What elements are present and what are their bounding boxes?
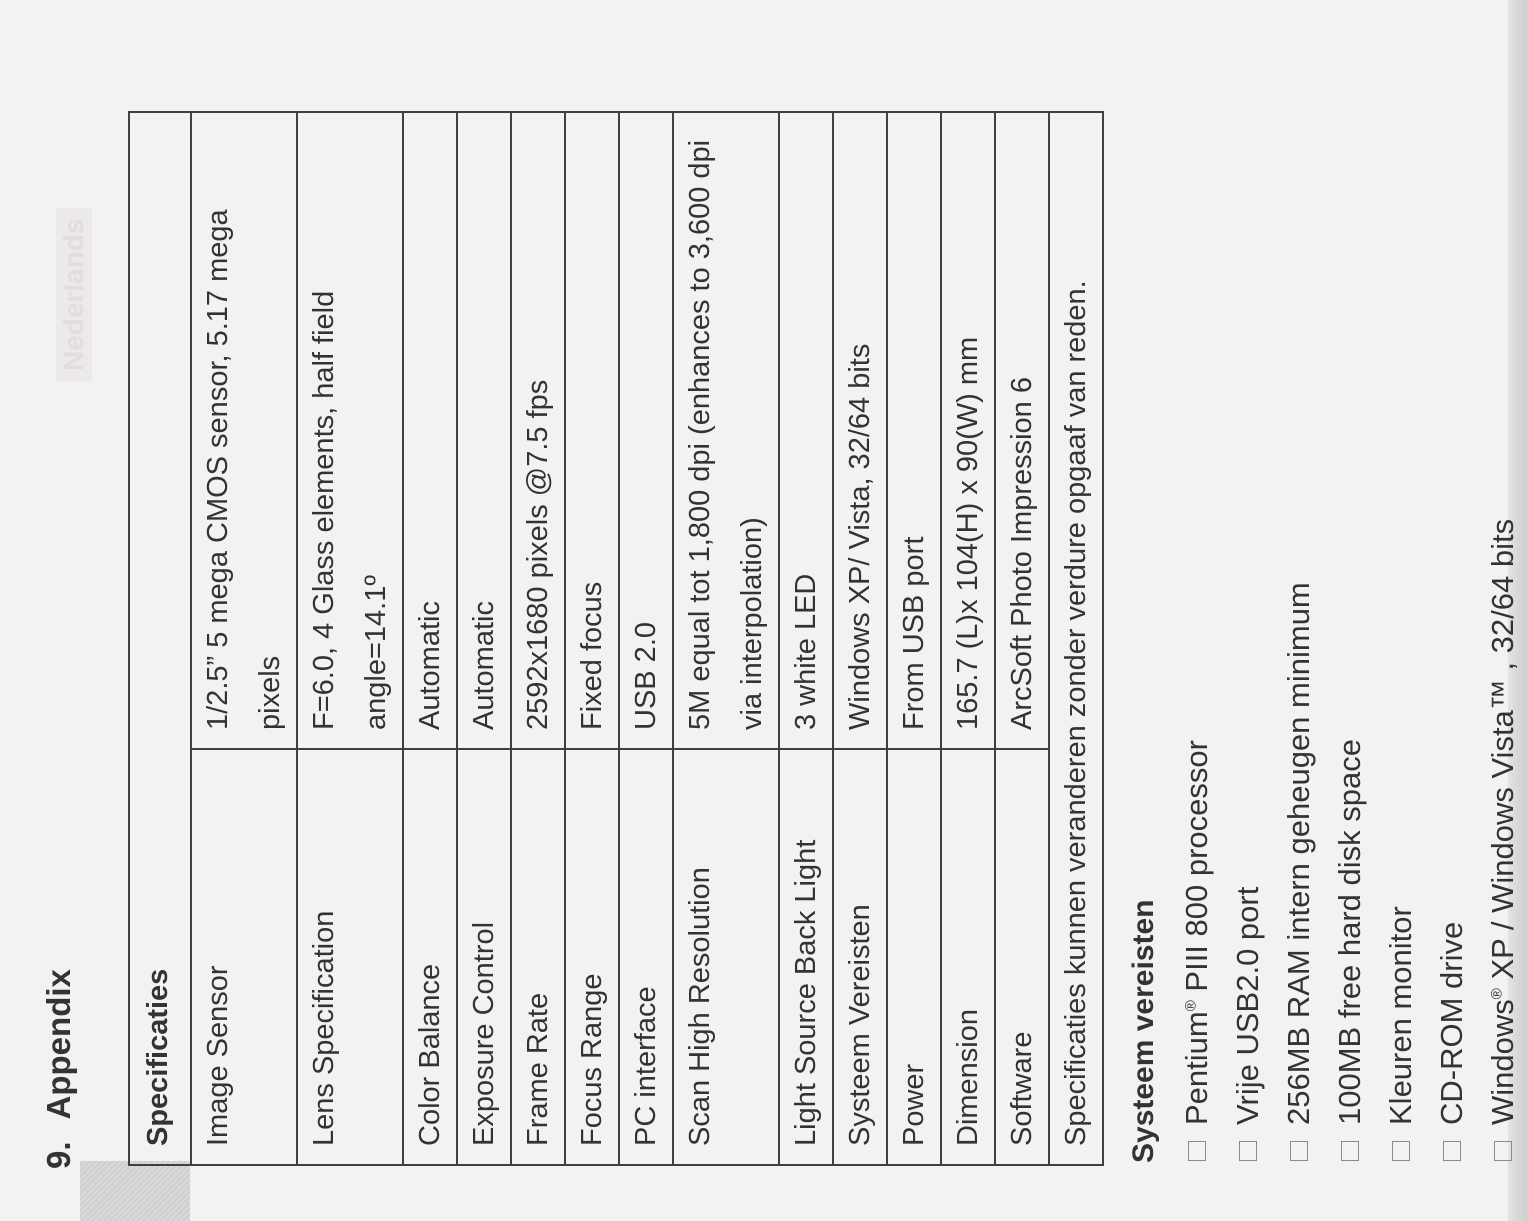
list-item bbox=[1273, 63, 1324, 1163]
spec-label: Power bbox=[887, 749, 941, 1165]
spec-value: 5M equal tot 1,800 dpi (enhances to 3,600 dpi via interpolation) bbox=[673, 112, 779, 749]
requirement-text bbox=[1434, 922, 1470, 1125]
table-row bbox=[941, 112, 995, 1165]
checkbox-bullet-icon bbox=[1188, 1141, 1206, 1161]
spec-value: 2592x1680 pixels @7.5 fps bbox=[511, 112, 565, 749]
list-item bbox=[1477, 63, 1527, 1163]
section-heading bbox=[40, 969, 78, 1169]
checkbox-bullet-icon bbox=[1290, 1141, 1308, 1161]
section-title: Appendix bbox=[40, 969, 77, 1120]
registered-mark: ® bbox=[1182, 1000, 1200, 1012]
table-footnote-row bbox=[1049, 112, 1103, 1165]
spec-value: From USB port bbox=[887, 112, 941, 749]
spec-value: Windows XP/ Vista, 32/64 bits bbox=[833, 112, 887, 749]
checkbox-bullet-icon bbox=[1341, 1141, 1359, 1161]
table-row bbox=[403, 112, 457, 1165]
spec-label: Software bbox=[995, 749, 1049, 1165]
requirement-text-main: CD-ROM drive bbox=[1433, 921, 1469, 1125]
spec-label: Color Balance bbox=[403, 749, 457, 1165]
requirement-text-main: Pentium bbox=[1178, 1011, 1214, 1125]
spec-label: Focus Range bbox=[565, 749, 619, 1165]
table-row bbox=[833, 112, 887, 1165]
spec-value: USB 2.0 bbox=[619, 112, 673, 749]
table-row bbox=[191, 112, 297, 1165]
spec-label: Lens Specification bbox=[297, 749, 403, 1165]
spec-label: Frame Rate bbox=[511, 749, 565, 1165]
section-number: 9. bbox=[40, 1141, 77, 1169]
requirement-text-rest: PIII 800 processor bbox=[1178, 740, 1214, 1001]
requirement-text bbox=[1332, 739, 1368, 1125]
spec-label: Light Source Back Light bbox=[779, 749, 833, 1165]
spec-value: Automatic bbox=[457, 112, 511, 749]
registered-mark: ® bbox=[1488, 988, 1506, 1000]
table-footnote: Specificaties kunnen veranderen zonder verdure opgaaf van reden. bbox=[1049, 112, 1103, 1165]
table-body bbox=[191, 112, 1103, 1165]
requirement-text bbox=[1230, 887, 1266, 1125]
table-row bbox=[565, 112, 619, 1165]
spec-value: Fixed focus bbox=[565, 112, 619, 749]
system-requirements bbox=[1123, 63, 1527, 1163]
spec-value: Automatic bbox=[403, 112, 457, 749]
list-item bbox=[1426, 63, 1477, 1163]
requirement-text-main: 100MB free hard disk space bbox=[1331, 739, 1367, 1125]
spec-value: ArcSoft Photo Impression 6 bbox=[995, 112, 1049, 749]
spec-value: F=6.0, 4 Glass elements, half field angle=14.1º bbox=[297, 112, 403, 749]
specifications-table bbox=[128, 111, 1104, 1166]
checkbox-bullet-icon bbox=[1239, 1141, 1257, 1161]
requirement-text-rest: XP / Windows Vista™ , 32/64 bits bbox=[1484, 518, 1520, 989]
spec-label: Exposure Control bbox=[457, 749, 511, 1165]
table-row bbox=[457, 112, 511, 1165]
spec-value: 165.7 (L)x 104(H) x 90(W) mm bbox=[941, 112, 995, 749]
requirement-text bbox=[1179, 740, 1215, 1125]
page-tab-marker bbox=[80, 1161, 190, 1221]
spec-label: Systeem Vereisten bbox=[833, 749, 887, 1165]
checkbox-bullet-icon bbox=[1443, 1141, 1461, 1161]
spec-value: 1/2.5” 5 mega CMOS sensor, 5.17 mega pixels bbox=[191, 112, 297, 749]
checkbox-bullet-icon bbox=[1494, 1141, 1512, 1161]
list-item bbox=[1375, 63, 1426, 1163]
table-row bbox=[297, 112, 403, 1165]
table-header-row bbox=[129, 112, 191, 1165]
spec-value: 3 white LED bbox=[779, 112, 833, 749]
table-row bbox=[673, 112, 779, 1165]
spec-label: Image Sensor bbox=[191, 749, 297, 1165]
requirement-text-main: 256MB RAM intern geheugen minimum bbox=[1280, 582, 1316, 1125]
faded-language-tab: Nederlands bbox=[56, 209, 92, 382]
system-requirements-title: Systeem vereisten bbox=[1127, 899, 1160, 1163]
spec-label: PC interface bbox=[619, 749, 673, 1165]
requirement-text-main: Windows bbox=[1484, 999, 1520, 1125]
table-row bbox=[511, 112, 565, 1165]
table-header: Specificaties bbox=[129, 112, 191, 1165]
spec-label: Dimension bbox=[941, 749, 995, 1165]
requirement-text-main: Kleuren monitor bbox=[1382, 906, 1418, 1125]
requirement-text bbox=[1281, 582, 1317, 1125]
list-item bbox=[1171, 63, 1222, 1163]
requirement-text-main: Vrije USB2.0 port bbox=[1229, 886, 1265, 1125]
list-item bbox=[1222, 63, 1273, 1163]
table-row bbox=[779, 112, 833, 1165]
table-row bbox=[995, 112, 1049, 1165]
requirements-list bbox=[1171, 63, 1527, 1163]
requirement-text bbox=[1485, 519, 1521, 1125]
list-item bbox=[1324, 63, 1375, 1163]
spec-label: Scan High Resolution bbox=[673, 749, 779, 1165]
table-row bbox=[619, 112, 673, 1165]
table-row bbox=[887, 112, 941, 1165]
checkbox-bullet-icon bbox=[1392, 1141, 1410, 1161]
requirement-text bbox=[1383, 906, 1419, 1125]
